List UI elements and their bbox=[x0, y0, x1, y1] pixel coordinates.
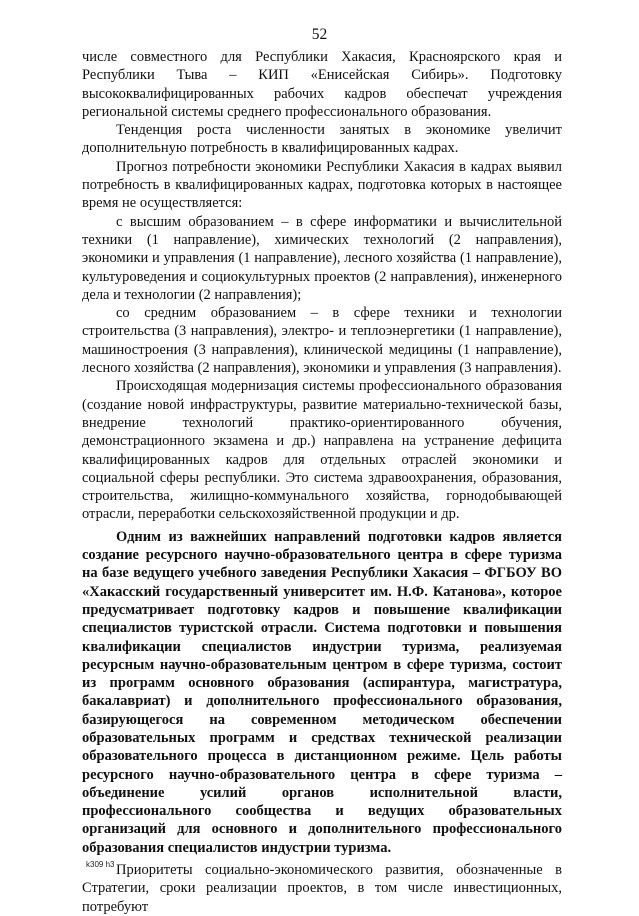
paragraph-5: со средним образованием – в сфере техники и технологии строительства (3 направления), электро- и теплоэнергетики (1 направление), машиностроения (3 направления), клинической медицины (1 направление), лесного хозяйства (2 направления), экономики и управления (3 направления). bbox=[82, 305, 562, 377]
paragraph-3: Прогноз потребности экономики Республики Хакасия в кадрах выявил потребность в квалифицированных кадрах, подготовка которых в настоящее время не осуществляется: bbox=[82, 158, 562, 212]
document-body bbox=[82, 48, 562, 916]
paragraph-2: Тенденция роста численности занятых в экономике увеличит дополнительную потребность в квалифицированных кадрах. bbox=[82, 122, 562, 157]
paragraph-8: Приоритеты социально-экономического развития, обозначенные в Стратегии, сроки реализации проектов, в том числе инвестиционных, потребуют bbox=[82, 862, 562, 915]
page-number: 52 bbox=[311, 26, 328, 43]
paragraph-1: числе совместного для Республики Хакасия, Красноярского края и Республики Тыва – КИП «Енисейская Сибирь». Подготовку высококвалифицированных рабочих кадров обеспечат учреждения региональной системы среднего профессионального образования. bbox=[82, 49, 562, 120]
paragraph-7: Одним из важнейших направлений подготовки кадров является создание ресурсного научно-образовательного центра в сфере туризма на базе ведущего учебного заведения Республики Хакасия – ФГБОУ ВО «Хакасский государственный университет им. Н.Ф. Катанова», которое предусматривает подготовку кадров и повышение квалификации специалистов туристской отрасли. Система подготовки и повышения квалификации специалистов индустрии туризма, реализуемая ресурсным научно-образовательным центром в сфере туризма, состоит из программ основного образования (аспирантура, магистратура, бакалавриат) и дополнительного профессионального образования, базирующегося на современном методическом обеспечении образовательных программ и средствах технической реализации образовательного процесса в дистанционном режиме. Цель работы ресурсного научно-образовательного центра в сфере туризма – объединение усилий органов исполнительной власти, профессионального сообщества и ведущих образовательных организаций для основного и дополнительного профессионального образования специалистов индустрии туризма. bbox=[82, 528, 562, 856]
paragraph-4: с высшим образованием – в сфере информатики и вычислительной техники (1 направление), химических технологий (2 направления), экономики и управления (1 направление), лесного хозяйства (1 направление), культуроведения и социокультурных проектов (2 направления), инженерного дела и технологии (2 направления); bbox=[82, 213, 562, 303]
footer-code: k309 h3 bbox=[86, 860, 115, 869]
paragraph-6: Происходящая модернизация системы профессионального образования (создание новой инфраструктуры, развитие материально-технической базы, внедрение технологий практико-ориентированного обучения, демонстрационного экзамена и др.) направлена на устранение дефицита квалифицированных кадров для отдельных отраслей экономики и социальной сферы республики. Это система здравоохранения, образования, строительства, жилищно-коммунального хозяйства, горнодобывающей отрасли, переработки сельскохозяйственной продукции и др. bbox=[82, 378, 562, 523]
